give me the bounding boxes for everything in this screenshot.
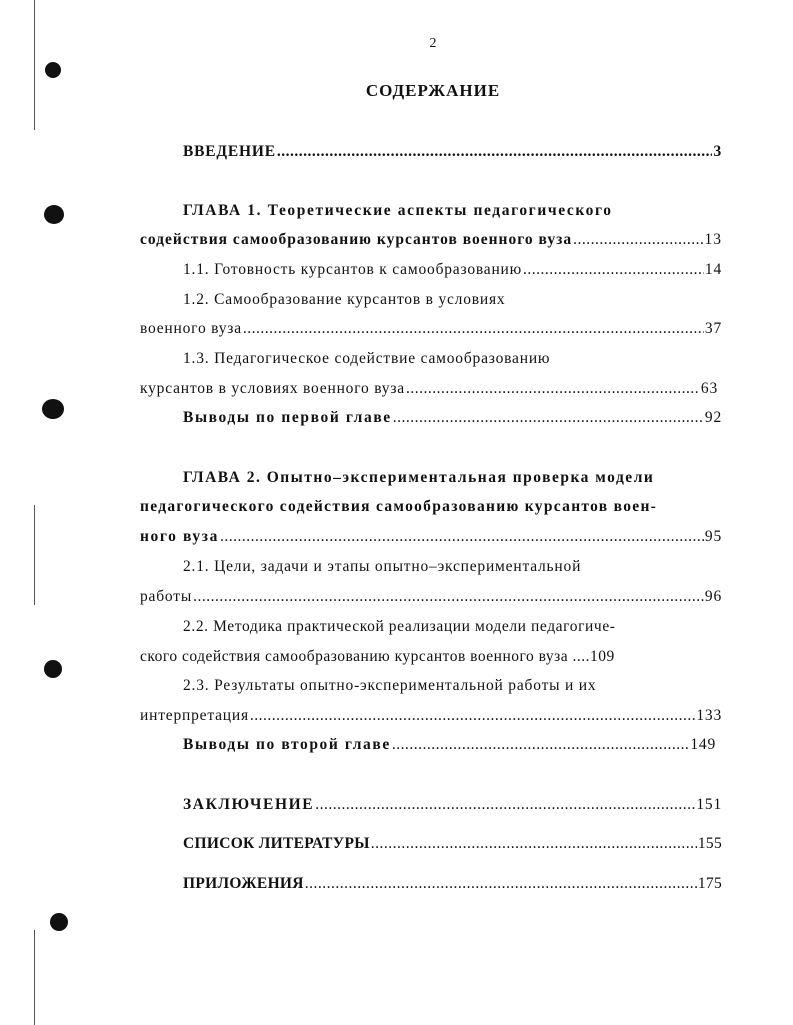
- toc-entry-label: ПРИЛОЖЕНИЯ: [183, 875, 304, 892]
- punch-hole-mark: [44, 205, 64, 224]
- dot-leader: [243, 319, 704, 339]
- punch-hole-mark: [42, 399, 64, 419]
- toc-entry-label: 2.3. Результаты опытно-экспериментальной работы и их: [183, 677, 597, 694]
- toc-chapter2-title-cont2: [140, 523, 722, 547]
- toc-section-1-1: [140, 256, 722, 280]
- toc-entry-page: 63: [700, 380, 718, 397]
- toc-section-1-3-cont: [140, 375, 718, 399]
- dot-leader: [193, 587, 704, 607]
- binding-margin-line: [34, 0, 35, 130]
- toc-chapter2-title-cont: [140, 493, 722, 517]
- toc-entry-label: СПИСОК ЛИТЕРАТУРЫ: [183, 835, 370, 852]
- toc-section-2-1: [140, 553, 722, 577]
- toc-entry-page: 175: [697, 875, 722, 892]
- dot-leader: [305, 874, 697, 894]
- toc-entry-page: 133: [696, 707, 722, 724]
- toc-entry-label: интерпретация: [140, 707, 249, 724]
- toc-section-2-1-cont: [140, 583, 722, 607]
- toc-chapter1-title-cont: [140, 226, 722, 250]
- binding-margin-line: [34, 505, 35, 605]
- punch-hole-mark: [45, 62, 61, 78]
- toc-entry-label: 2.1. Цели, задачи и этапы опытно–экспериментальной: [183, 558, 582, 575]
- toc-entry-label: Выводы по первой главе: [183, 409, 392, 426]
- toc-section-1-2: [140, 286, 722, 310]
- toc-entry-label: ВВЕДЕНИЕ: [183, 143, 276, 160]
- page-number: 2: [429, 36, 437, 51]
- dot-leader: [392, 735, 689, 755]
- page-title: СОДЕРЖАНИЕ: [365, 81, 501, 100]
- toc-entry-label: ЗАКЛЮЧЕНИЕ: [183, 796, 315, 813]
- dot-leader: [393, 408, 704, 428]
- toc-entry-page: 14: [704, 261, 722, 278]
- toc-entry-page: 149: [690, 736, 716, 753]
- dot-leader: [573, 230, 703, 250]
- toc-entry-page: 95: [704, 528, 722, 545]
- toc-entry-label: курсантов в условиях военного вуза: [140, 380, 405, 397]
- toc-entry-label: 1.2. Самообразование курсантов в условиях: [183, 291, 506, 308]
- toc-entry-page: 96: [704, 588, 722, 605]
- toc-section-1-2-cont: [140, 315, 722, 339]
- toc-entry-label: Выводы по второй главе: [183, 736, 391, 753]
- toc-entry-label: ГЛАВА 2. Опытно–экспериментальная проверка модели: [183, 469, 655, 486]
- toc-entry-page: 109: [590, 648, 615, 665]
- dot-leader: [250, 706, 695, 726]
- dot-leader: [220, 527, 704, 547]
- toc-entry-intro: [140, 138, 722, 162]
- toc-section-2-2-cont: [140, 643, 722, 667]
- toc-chapter1-conclusions: [140, 404, 722, 428]
- dot-leader: [406, 379, 700, 399]
- toc-entry-label: 1.3. Педагогическое содействие самообразованию: [183, 350, 551, 367]
- toc-entry-appendices: [140, 870, 722, 894]
- toc-entry-references: [140, 830, 722, 854]
- toc-section-2-2: [140, 613, 722, 637]
- toc-entry-page: 92: [704, 409, 722, 426]
- toc-entry-page: 37: [704, 320, 722, 337]
- toc-entry-page: 13: [704, 231, 722, 248]
- toc-entry-label: ского содействия самообразованию курсантов военного вуза ....: [140, 648, 591, 665]
- toc-chapter1-title: [140, 197, 722, 221]
- toc-entry-page: 3: [713, 143, 722, 160]
- toc-chapter2-conclusions: [140, 731, 716, 755]
- toc-section-2-3-cont: [140, 702, 722, 726]
- dot-leader: [315, 795, 695, 815]
- toc-entry-page: 151: [696, 796, 722, 813]
- toc-entry-page: 155: [697, 835, 722, 852]
- toc-entry-label: педагогического содействия самообразованию курсантов воен-: [140, 498, 658, 515]
- dot-leader: [277, 142, 713, 162]
- toc-section-2-3: [140, 672, 722, 696]
- punch-hole-mark: [44, 660, 62, 678]
- toc-entry-label: 1.1. Готовность курсантов к самообразованию: [183, 261, 523, 278]
- binding-margin-line: [34, 930, 35, 1025]
- toc-entry-label: ГЛАВА 1. Теоретические аспекты педагогического: [183, 202, 613, 219]
- toc-entry-label: содействия самообразованию курсантов военного вуза: [140, 231, 573, 248]
- toc-chapter2-title: [140, 464, 722, 488]
- toc-entry-conclusion: [140, 791, 722, 815]
- toc-entry-label: работы: [140, 588, 193, 605]
- toc-entry-label: 2.2. Методика практической реализации модели педагогиче-: [183, 618, 616, 635]
- dot-leader: [371, 834, 697, 854]
- dot-leader: [523, 260, 704, 280]
- punch-hole-mark: [50, 913, 68, 931]
- toc-section-1-3: [140, 345, 722, 369]
- toc-entry-label: военного вуза: [140, 320, 242, 337]
- toc-entry-label: ного вуза: [140, 528, 219, 545]
